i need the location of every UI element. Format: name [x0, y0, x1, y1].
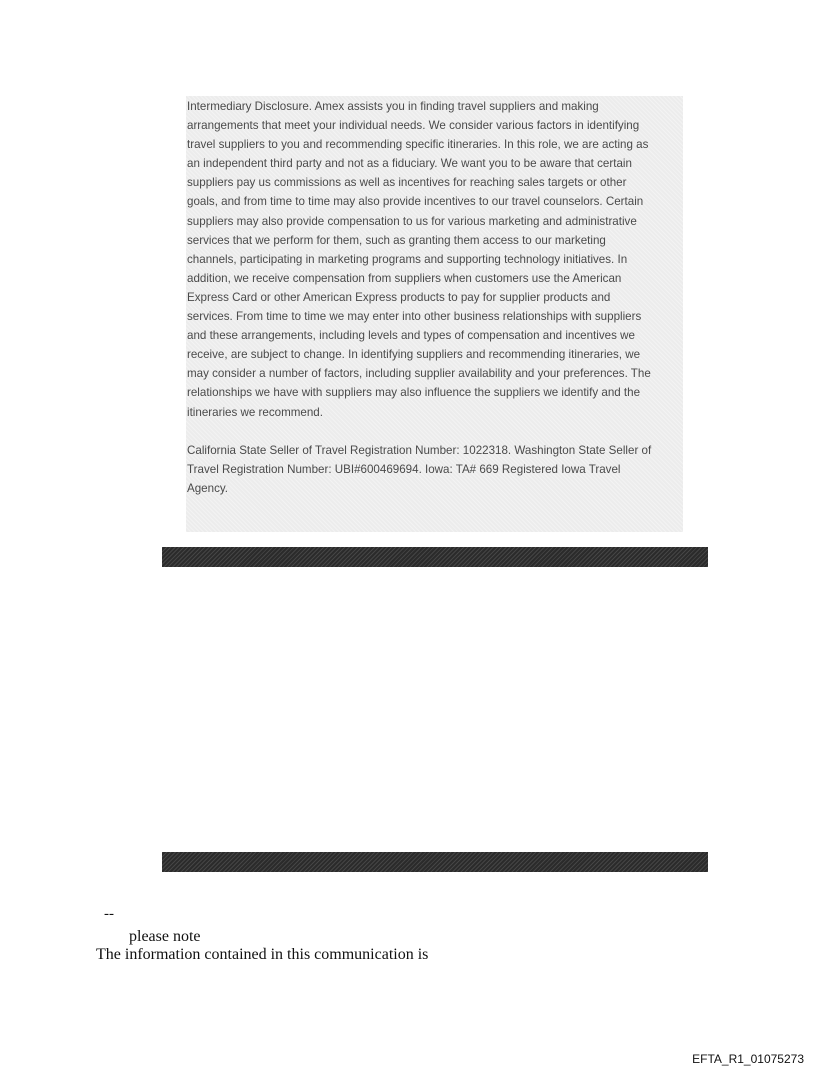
disclosure-line: goals, and from time to time may also provide incentives to our travel counselors. Certain — [187, 195, 644, 209]
please-note-text: please note — [129, 928, 201, 945]
confidentiality-text: The information contained in this communication is — [96, 946, 429, 963]
intermediary-disclosure-text — [187, 97, 687, 422]
disclosure-line: services. From time to time we may enter into other business relationships with suppliers — [187, 310, 642, 324]
disclosure-line: receive, are subject to change. In identifying suppliers and recommending itineraries, we — [187, 348, 641, 362]
disclosure-line: itineraries we recommend. — [187, 405, 323, 419]
disclosure-line: channels, participating in marketing programs and supporting technology initiatives. In — [187, 252, 628, 266]
registration-text — [187, 441, 692, 498]
disclosure-line: suppliers pay us commissions as well as incentives for reaching sales targets or other — [187, 176, 627, 190]
registration-line: Agency. — [187, 482, 229, 496]
document-id: EFTA_R1_01075273 — [692, 1052, 804, 1066]
disclosure-line: travel suppliers to you and recommending specific itineraries. In this role, we are acting as — [187, 138, 649, 152]
registration-line: Travel Registration Number: UBI#600469694. Iowa: TA# 669 Registered Iowa Travel — [187, 463, 621, 477]
disclosure-line: services that we perform for them, such as granting them access to our marketing — [187, 233, 606, 247]
disclosure-line: may consider a number of factors, including supplier availability and your preferences. The — [187, 367, 651, 381]
disclosure-line: an independent third party and not as a fiduciary. We want you to be aware that certain — [187, 157, 632, 171]
redaction-bar-top — [162, 547, 708, 567]
disclosure-line: Intermediary Disclosure. Amex assists you in finding travel suppliers and making — [187, 100, 599, 113]
disclosure-line: and these arrangements, including levels and types of compensation and incentives we — [187, 329, 635, 343]
disclosure-line: addition, we receive compensation from suppliers when customers use the American — [187, 271, 622, 285]
disclosure-line: Express Card or other American Express products to pay for supplier products and — [187, 290, 611, 304]
disclosure-line: arrangements that meet your individual needs. We consider various factors in identifying — [187, 119, 640, 133]
redaction-bar-bottom — [162, 852, 708, 872]
registration-line: California State Seller of Travel Registration Number: 1022318. Washington State Seller of — [187, 444, 652, 457]
signature-separator: -- — [104, 906, 114, 922]
disclosure-line: suppliers may also provide compensation to us for various marketing and administrative — [187, 214, 637, 228]
disclosure-line: relationships we have with suppliers may also influence the suppliers we identify and the — [187, 386, 641, 400]
